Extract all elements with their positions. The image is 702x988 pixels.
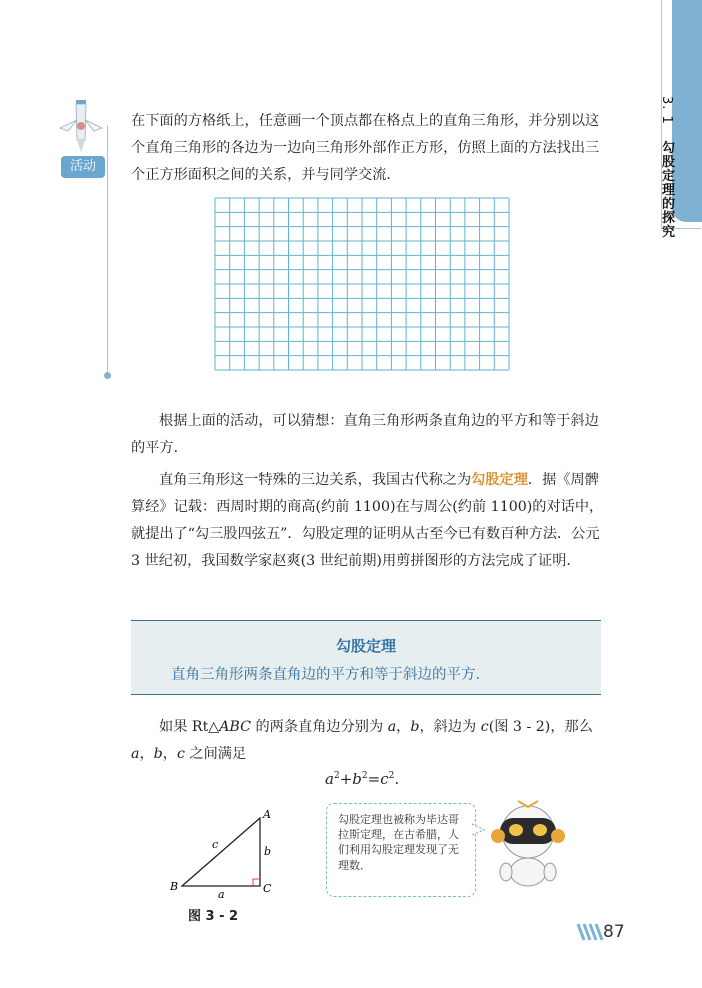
cond-sep: ， [396,719,411,735]
side-c-label: c [212,838,219,851]
formula-equals: = [367,770,381,788]
bubble-tail [470,822,486,838]
history-text-before: 直角三角形这一特殊的三边关系，我国古代称之为 [159,472,472,488]
activity-text: 在下面的方格纸上，任意画一个顶点都在格点上的直角三角形，并分别以这个直角三角形的各边为一边向三角形外部作正方形，仿照上面的方法找出三个正方形面积之间的关系，并与同学交流． [131,113,600,183]
var-a: a [131,746,140,762]
condition-paragraph [131,714,611,768]
side-b-label: b [264,845,272,858]
formula-end: . [394,770,400,788]
right-triangle-figure [160,800,290,900]
note-text: 勾股定理也被称为毕达哥拉斯定理，在古希腊，人们利用勾股定理发现了无理数． [338,813,459,872]
var-b: b [153,746,163,762]
section-label [646,96,676,238]
formula-exp: 2 [333,771,340,781]
term-gougu-theorem: 勾股定理 [471,472,528,488]
section-title: 勾股定理的探究 [659,140,674,239]
section-number: 3. 1 [659,96,674,125]
triangle-name: ABC [219,719,251,735]
activity-rule [107,125,108,375]
activity-badge: 活动 [61,156,105,178]
formula-plus: + [339,770,353,788]
formula-exp: 2 [361,771,368,781]
formula-c: c [380,770,389,788]
chapter-side-tab [672,0,702,222]
guess-paragraph: 根据上面的活动，可以猜想：直角三角形两条直角边的平方和等于斜边的平方． [131,413,599,456]
cond-part: ，斜边为 [419,719,481,735]
cond-part: (图 3 - 2)，那么 [488,719,593,735]
theorem-statement: 直角三角形两条直角边的平方和等于斜边的平方． [171,667,490,683]
activity-rule-dot [104,372,111,379]
cond-part: 的两条直角边分别为 [250,719,388,735]
pythagorean-formula [325,770,399,788]
var-c: c [176,746,185,762]
paper-airplane-icon [58,98,104,154]
robot-mascot-icon [486,792,570,892]
page-number: 87 [603,922,625,942]
side-a-label: a [218,888,225,900]
triangle-shape [182,818,260,886]
vertex-B: B [170,880,179,893]
cond-part: 之间满足 [184,746,247,762]
var-c: c [480,719,489,735]
formula-exp: 2 [388,771,395,781]
formula-a: a [325,770,334,788]
var-b: b [410,719,420,735]
theorem-title: 勾股定理 [335,637,396,655]
cond-part: 如果 Rt△ [159,719,220,735]
page-number-stripes-icon [576,922,604,942]
formula-b: b [352,770,362,788]
right-angle-mark [253,879,260,886]
var-a: a [387,719,397,735]
theorem-box [131,620,601,695]
history-text-after: ．据《周髀算经》记载：西周时期的商高(约前 1100)在与周公(约前 1100)的对话中，就提出了“勾三股四弦五”．勾股定理的证明从古至今已有数百种方法．公元 3 世纪初，我国数学家赵爽(3 世纪前期)用剪拼图形的方法完成了证明． [131,472,604,569]
cond-sep: ， [139,746,154,762]
figure-caption: 图 3 - 2 [188,909,239,924]
grid-paper[interactable] [214,197,510,371]
cond-sep: ， [162,746,177,762]
vertex-C: C [263,882,272,895]
vertex-A: A [263,808,271,821]
history-paragraph [131,467,611,575]
